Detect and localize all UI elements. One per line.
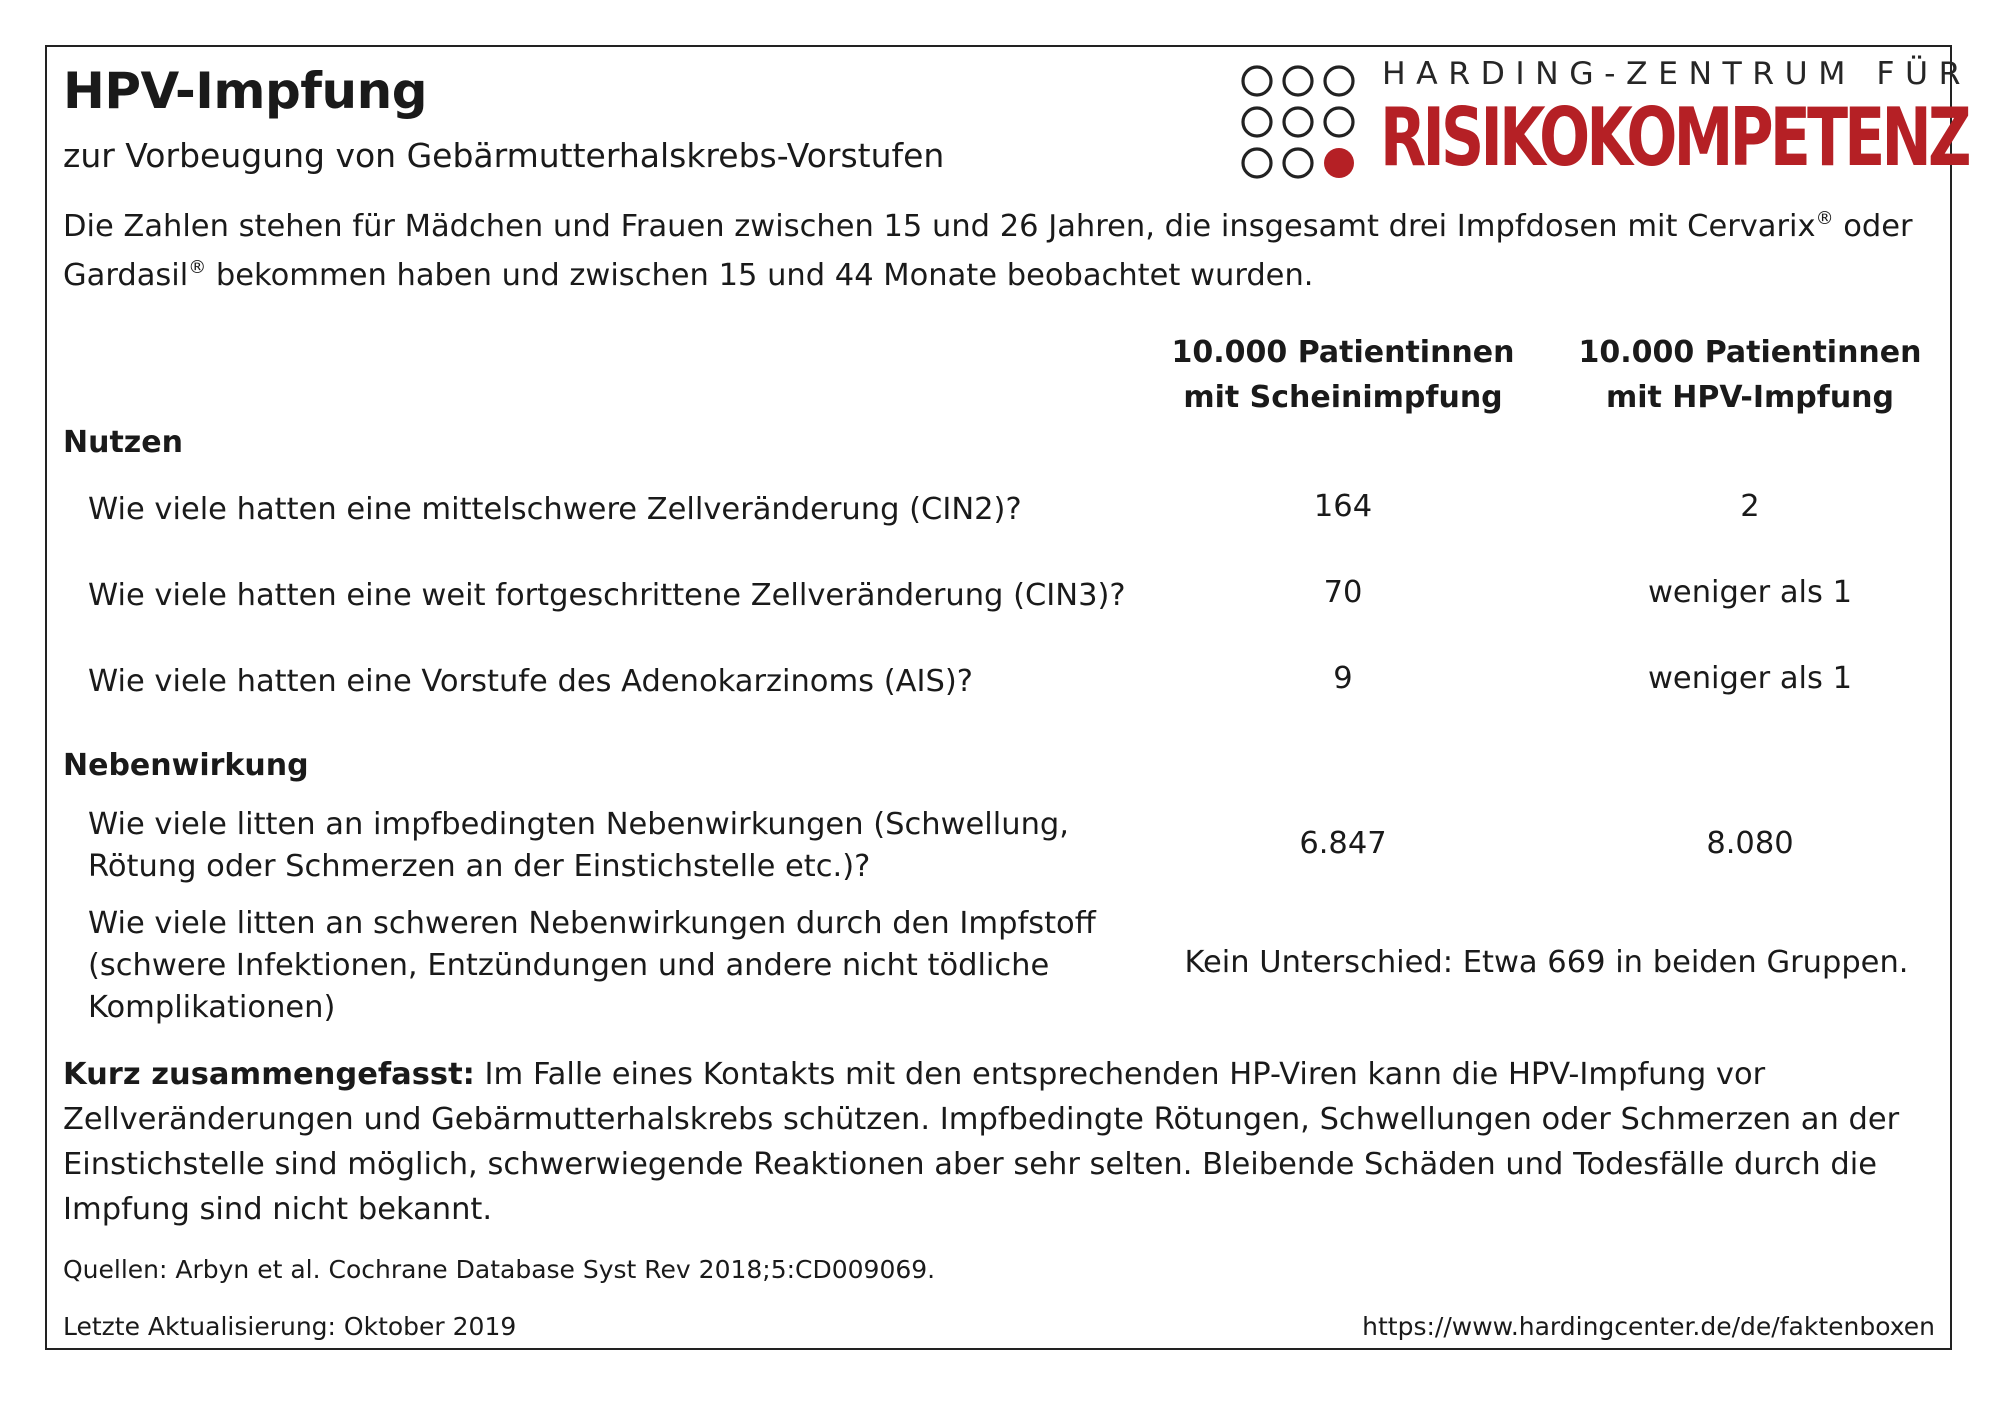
intro-line2: bekommen haben und zwischen 15 und 44 Monate beobachtet wurden. (206, 258, 1314, 293)
nine-circles-logo-icon (1240, 62, 1360, 182)
summary-label: Kurz zusammengefasst: (63, 1057, 475, 1092)
sources-note: Quellen: Arbyn et al. Cochrane Database Syst Rev 2018;5:CD009069. (63, 1255, 936, 1284)
row-question-line: Wie viele litten an schweren Nebenwirkungen durch den Impfstoff (88, 906, 1096, 941)
page-title: HPV-Impfung (63, 62, 428, 120)
row-question-line: Komplikationen) (88, 990, 336, 1025)
row-question: Wie viele hatten eine Vorstufe des Adenokarzinoms (AIS)? (88, 664, 973, 699)
row-value-placebo: 164 (1313, 489, 1373, 524)
row-value-vaccine: 2 (1740, 489, 1760, 524)
source-url-link[interactable]: https://www.hardingcenter.de/de/faktenboxen (1362, 1312, 1935, 1341)
row-value-placebo: 9 (1333, 661, 1353, 696)
row-question-line: (schwere Infektionen, Entzündungen und andere nicht tödliche (88, 948, 1050, 983)
row-value-vaccine: 8.080 (1706, 826, 1794, 861)
row-value-vaccine: weniger als 1 (1647, 575, 1853, 610)
summary-line3: Einstichstelle sind möglich, schwerwiegende Reaktionen aber sehr selten. Bleibende Schäden und Todesfälle durch die (63, 1147, 1877, 1182)
column-header-vaccine (1540, 330, 1960, 420)
column-header-vaccine-line1: 10.000 Patientinnen (1578, 335, 1922, 370)
intro-line2-start: Gardasil (63, 258, 189, 293)
intro-line1-end: oder (1833, 209, 1913, 244)
row-question-line: Wie viele litten an impfbedingten Nebenwirkungen (Schwellung, (88, 807, 1069, 842)
page-subtitle: zur Vorbeugung von Gebärmutterhalskrebs-Vorstufen (63, 136, 945, 175)
intro-line1: Die Zahlen stehen für Mädchen und Frauen zwischen 15 und 26 Jahren, die insgesamt drei Impfdosen mit Cervarix (63, 209, 1816, 244)
column-header-placebo (1133, 330, 1553, 420)
column-header-placebo-line2: mit Scheinimpfung (1183, 380, 1503, 415)
row-value-placebo: 6.847 (1299, 826, 1387, 861)
row-question (88, 804, 1069, 888)
summary-line2: Zellveränderungen und Gebärmutterhalskrebs schützen. Impfbedingte Rötungen, Schwellungen oder Schmerzen an der (63, 1102, 1900, 1137)
registered-mark: ® (188, 257, 207, 278)
last-updated: Letzte Aktualisierung: Oktober 2019 (63, 1312, 517, 1341)
row-question: Wie viele hatten eine weit fortgeschrittene Zellveränderung (CIN3)? (88, 578, 1126, 613)
row-value-placebo: 70 (1323, 575, 1363, 610)
summary-line1: Im Falle eines Kontakts mit den entsprechenden HP-Viren kann die HPV-Impfung vor (474, 1057, 1766, 1092)
registered-mark: ® (1815, 208, 1834, 229)
column-header-placebo-line1: 10.000 Patientinnen (1171, 335, 1515, 370)
summary-text (63, 1052, 1899, 1232)
column-header-vaccine-line2: mit HPV-Impfung (1605, 380, 1895, 415)
row-value-both-groups: Kein Unterschied: Etwa 669 in beiden Gruppen. (1184, 945, 1909, 980)
logo-text-top: HARDING-ZENTRUM FÜR (1382, 56, 1971, 92)
intro-text (63, 202, 1913, 300)
section-heading-benefit: Nutzen (63, 425, 183, 460)
logo-text-bottom: RISIKOKOMPETENZ (1380, 91, 1968, 184)
section-heading-side-effects: Nebenwirkung (63, 748, 309, 783)
row-question (88, 903, 1096, 1029)
row-question: Wie viele hatten eine mittelschwere Zellveränderung (CIN2)? (88, 492, 1022, 527)
row-question-line: Rötung oder Schmerzen an der Einstichstelle etc.)? (88, 849, 871, 884)
summary-line4: Impfung sind nicht bekannt. (63, 1192, 493, 1227)
row-value-vaccine: weniger als 1 (1647, 661, 1853, 696)
